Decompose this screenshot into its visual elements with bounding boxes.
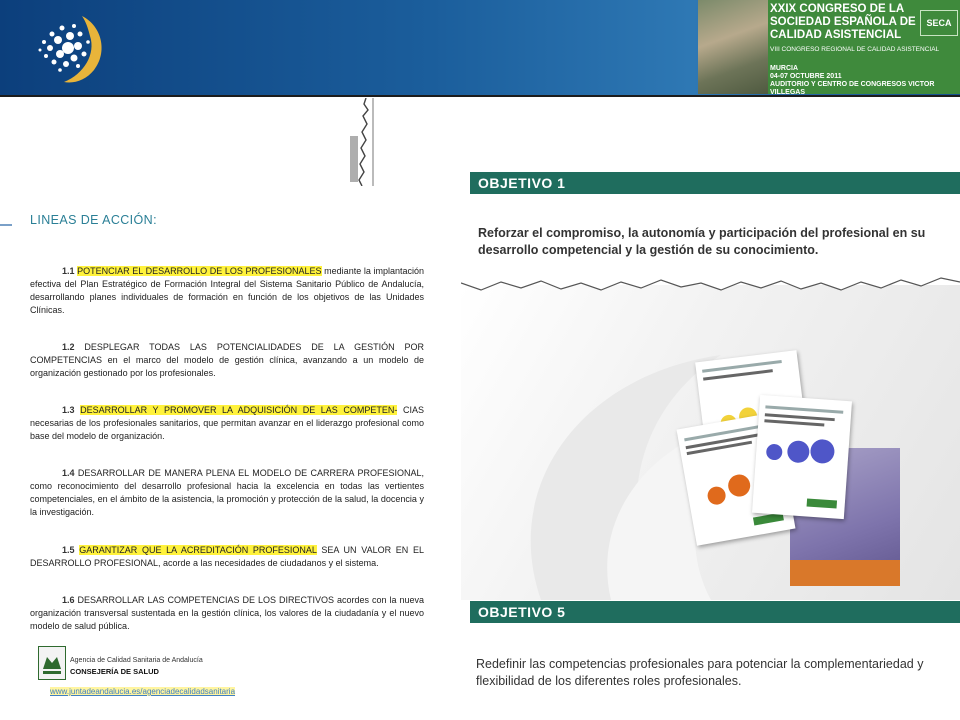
competency-manual-cover-3: [752, 395, 852, 519]
action-item-1-4: [30, 467, 424, 519]
item-text: mediante la implantación efectiva del Plan Estratégico de Formación Integral del Sistema Sanitario Público de Andalucía, desarrollando planes individuales de formación en función de los objetivos de las Unidades Clínicas.: [30, 266, 424, 315]
item-text: DESARROLLAR DE MANERA PLENA EL MODELO DE CARRERA PROFESIONAL, como reconocimiento del desarrollo profesional hacia la excelencia en todas las vertientes competenciales, en el ámbito de la asistencia, la promoción y protección de la salud, la docencia y la investigación.: [30, 468, 424, 517]
objective-1-text: Reforzar el compromiso, la autonomía y participación del profesional en su desarrollo competencial y la gestión de su conocimiento.: [478, 226, 926, 257]
objective-1-bar: OBJETIVO 1: [470, 172, 960, 194]
item-number: 1.1: [62, 266, 75, 276]
objective-5-text: Redefinir las competencias profesionales para potenciar la complementariedad y flexibilidad de los diferentes roles profesionales.: [476, 657, 924, 688]
item-number: 1.4: [62, 468, 75, 478]
item-text: CIAS necesarias de los profesionales sanitarios, que permitan avanzar en el liderazgo profesional como base del modelo de organización.: [30, 405, 424, 441]
action-item-1-5: [30, 544, 424, 570]
highlighted-text: DESARROLLAR Y PROMOVER LA ADQUISICIÓN DE LAS COMPETEN-: [80, 405, 398, 415]
item-text: DESARROLLAR LAS COMPETENCIAS DE LOS DIRECTIVOS acordes con la nueva organización transversal sustentada en la gestión clínica, los valores de la ciudadanía y el nuevo modelo de salud pública.: [30, 595, 424, 631]
banner-location: [770, 65, 955, 94]
action-item-1-6: [30, 594, 424, 633]
manual-cover-graphic: [752, 395, 852, 519]
banner-subtitle: VIII CONGRESO REGIONAL DE CALIDAD ASISTENCIAL: [770, 46, 940, 53]
congress-banner: [698, 0, 960, 94]
seca-logo: SECA: [920, 10, 958, 36]
item-number: 1.6: [62, 595, 75, 605]
section-heading: LINEAS DE ACCIÓN:: [30, 213, 157, 227]
item-number: 1.2: [62, 342, 75, 352]
action-item-1-1: [30, 265, 424, 317]
torn-page-edge: [336, 98, 370, 186]
fountain-photo: [698, 0, 768, 94]
agency-website-link[interactable]: www.juntadeandalucia.es/agenciadecalidadsanitaria: [50, 687, 236, 696]
torn-paper-edge: [461, 268, 960, 304]
junta-andalucia-logo: [38, 646, 66, 680]
action-item-1-2: [30, 341, 424, 380]
banner-venue: AUDITORIO Y CENTRO DE CONGRESOS VICTOR VILLEGAS: [770, 81, 935, 94]
agency-name: Agencia de Calidad Sanitaria de Andalucía: [70, 657, 203, 664]
action-item-1-3: [30, 404, 424, 443]
vertical-divider: [372, 98, 374, 186]
agency-logo: [30, 8, 110, 88]
header-divider: [0, 95, 960, 97]
banner-city: MURCIA: [770, 65, 798, 72]
item-number: 1.5: [62, 545, 75, 555]
objective-5-bar: OBJETIVO 5: [470, 601, 960, 623]
banner-title: XXIX CONGRESO DE LA SOCIEDAD ESPAÑOLA DE CALIDAD ASISTENCIAL: [770, 3, 916, 41]
item-number: 1.3: [62, 405, 75, 415]
junta-emblem: [39, 647, 65, 679]
accent-dash: [0, 224, 12, 226]
consejeria-name: CONSEJERÍA DE SALUD: [70, 667, 159, 676]
highlighted-text: GARANTIZAR QUE LA ACREDITACIÓN PROFESIONAL: [79, 545, 317, 555]
item-text: SEA UN VALOR EN EL DESARROLLO PROFESIONAL, acorde a las necesidades de ciudadanos y el sistema.: [30, 545, 425, 568]
banner-dates: 04-07 OCTUBRE 2011: [770, 73, 842, 80]
item-text: DESPLEGAR TODAS LAS POTENCIALIDADES DE LA GESTIÓN POR COMPETENCIAS en el marco del modelo de gestión clínica, avanzando a un modelo de organización gestionado por los profesionales.: [30, 342, 424, 378]
orange-cover-strip: [790, 560, 900, 586]
highlighted-text: POTENCIAR EL DESARROLLO DE LOS PROFESIONALES: [77, 266, 322, 276]
